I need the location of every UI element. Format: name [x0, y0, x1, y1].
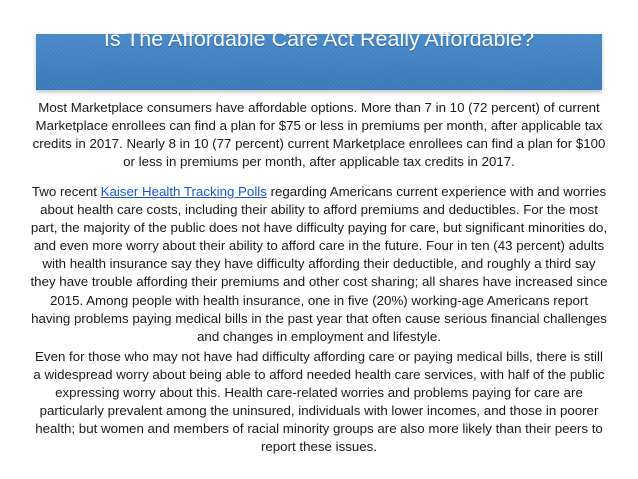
paragraph-widespread-worry: Even for those who may not have had difficulty affording care or paying medical bills, there is still a widespread worry about being able to afford needed health care services, with half of the public expressing worry about this. Health care-related worries and problems paying for care are particularly prevalent among the uninsured, individuals with lower incomes, and those in poorer health; but women and members of racial minority groups are also more likely than their peers to report these issues. — [33, 349, 605, 455]
paragraph-kaiser-body-text: regarding Americans current experience with and worries about health care costs, including their ability to afford premiums and deductibles. For the most part, the majority of the public does not have difficulty paying for care, but significant minorities do, and even more worry about their ability to afford care in the future. Four in ten (43 percent) adults with health insurance say they have difficulty affording their deductible, and roughly a third say they have trouble affording their premiums and other cost sharing; all shares have increased since 2015. Among people with health insurance, one in five (20%) working-age Americans report having problems paying medical bills in the past year that often cause serious financial challenges and changes in employment and lifestyle. — [30, 184, 608, 344]
paragraph-kaiser-polls — [30, 183, 608, 346]
paragraph-marketplace-affordability: Most Marketplace consumers have affordable options. More than 7 in 10 (72 percent) of current Marketplace enrollees can find a plan for $75 or less in premiums per month, after applicable tax credits in 2017. Nearly 8 in 10 (77 percent) current Marketplace enrollees can find a plan for $100 or less in premiums per month, after applicable tax credits in 2017. — [32, 100, 606, 170]
kaiser-polls-link[interactable]: Kaiser Health Tracking Polls — [100, 184, 267, 199]
paragraph-kaiser-intro-text: Two recent — [31, 184, 101, 199]
slide-title: Is The Affordable Care Act Really Affordable? — [103, 27, 535, 51]
